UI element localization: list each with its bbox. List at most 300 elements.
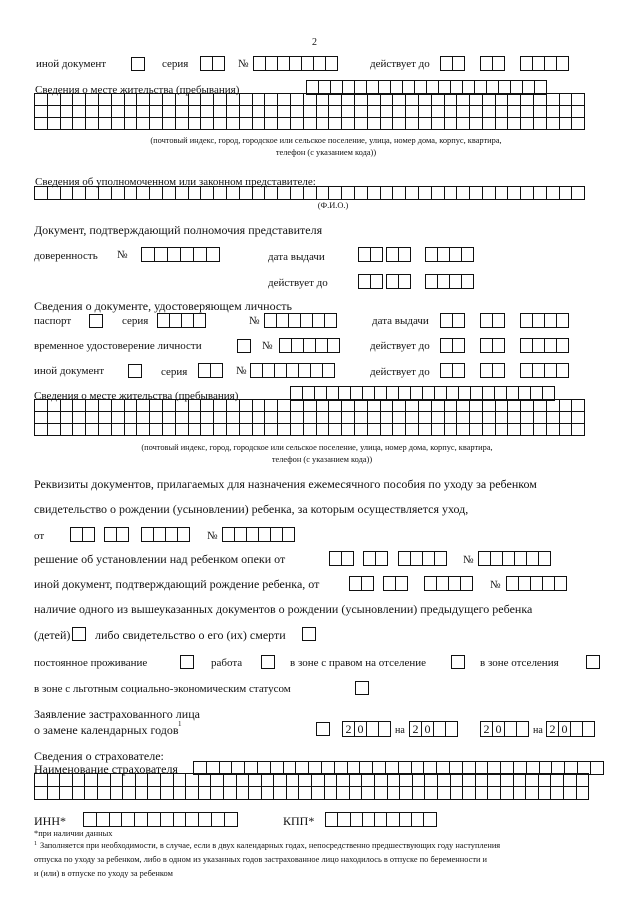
input-cell[interactable] [398,274,411,289]
grid-cell[interactable] [571,186,585,200]
input-cell[interactable] [452,338,465,353]
input-cell[interactable] [398,247,411,262]
grid-cell[interactable] [367,423,381,436]
grid-cell[interactable] [85,186,99,200]
grid-cell[interactable] [399,773,413,787]
input-cell[interactable]: 2 [480,721,493,737]
grid-cell[interactable] [444,423,458,436]
grid-cell[interactable] [475,773,489,787]
work-checkbox[interactable] [261,655,274,669]
grid-cell[interactable] [361,786,375,800]
grid-cell[interactable] [135,773,149,787]
insurer-name-grid[interactable] [34,773,588,799]
grid-cell[interactable] [349,773,363,787]
grid-cell[interactable] [546,423,560,436]
grid-cell[interactable] [576,786,590,800]
grid-cell[interactable] [252,186,266,200]
grid-cell[interactable] [239,186,253,200]
grid-cell[interactable] [456,423,470,436]
other-id-number-boxes[interactable] [250,363,334,378]
grid-cell[interactable] [173,773,187,787]
grid-cell[interactable] [223,786,237,800]
grid-cell[interactable] [387,786,401,800]
grid-cell[interactable] [34,773,48,787]
grid-cell[interactable] [546,117,560,130]
proxy-valid-day[interactable] [358,274,382,289]
input-cell[interactable] [460,576,473,591]
input-cell[interactable] [96,812,110,827]
birth-cert-day[interactable] [70,527,94,542]
grid-cell[interactable] [173,786,187,800]
input-cell[interactable] [180,247,194,262]
input-cell[interactable]: 2 [342,721,355,737]
grid-cell[interactable] [590,761,604,775]
grid-cell[interactable] [303,117,317,130]
inn-boxes[interactable] [83,812,237,827]
passport-number-boxes[interactable] [264,313,336,328]
birth-cert-number[interactable] [222,527,294,542]
grid-cell[interactable] [47,786,61,800]
grid-cell[interactable] [226,186,240,200]
input-cell[interactable] [361,576,374,591]
input-cell[interactable] [350,812,363,827]
input-cell[interactable] [516,721,529,737]
grid-cell[interactable] [525,773,539,787]
grid-cell[interactable] [59,773,73,787]
grid-cell[interactable] [34,186,48,200]
grid-cell[interactable] [290,117,304,130]
grid-cell[interactable] [487,773,501,787]
grid-cell[interactable] [482,186,496,200]
grid-cell[interactable] [475,786,489,800]
input-cell[interactable] [341,551,354,566]
grid-cell[interactable] [418,423,432,436]
grid-cell[interactable] [72,423,86,436]
grid-cell[interactable] [507,186,521,200]
input-cell[interactable] [556,313,569,328]
grid-cell[interactable] [160,773,174,787]
input-cell[interactable] [173,812,187,827]
grid-cell[interactable] [290,186,304,200]
grid-cell[interactable] [286,773,300,787]
grid-cell[interactable] [188,423,202,436]
input-cell[interactable] [492,338,505,353]
guardianship-year[interactable] [398,551,446,566]
input-cell[interactable] [556,56,569,71]
input-cell[interactable] [362,812,375,827]
input-cell[interactable] [461,274,474,289]
grid-cell[interactable] [412,786,426,800]
grid-cell[interactable] [500,786,514,800]
grid-cell[interactable] [303,186,317,200]
grid-cell[interactable] [290,423,304,436]
grid-cell[interactable] [341,186,355,200]
grid-cell[interactable] [98,117,112,130]
grid-cell[interactable] [264,423,278,436]
grid-cell[interactable] [239,117,253,130]
resettle-right-checkbox[interactable] [451,655,464,669]
grid-cell[interactable] [136,423,150,436]
grid-cell[interactable] [520,117,534,130]
grid-cell[interactable] [533,186,547,200]
grid-cell[interactable] [311,773,325,787]
grid-cell[interactable] [328,186,342,200]
grid-cell[interactable] [487,786,501,800]
grid-cell[interactable] [316,117,330,130]
statement-checkbox[interactable] [316,722,329,736]
grid-cell[interactable] [162,423,176,436]
birth-cert-year[interactable] [141,527,189,542]
input-cell[interactable] [185,812,199,827]
grid-cell[interactable] [124,423,138,436]
grid-cell[interactable] [277,423,291,436]
grid-cell[interactable] [124,117,138,130]
grid-cell[interactable] [431,186,445,200]
kpp-boxes[interactable] [325,812,436,827]
birth-cert-month[interactable] [104,527,128,542]
residence-grid[interactable] [306,80,546,94]
temp-id-valid-year[interactable] [520,338,568,353]
permanent-checkbox[interactable] [180,655,193,669]
input-cell[interactable] [445,721,458,737]
guardianship-month[interactable] [363,551,387,566]
grid-cell[interactable] [418,186,432,200]
input-cell[interactable] [325,812,338,827]
grid-cell[interactable] [273,786,287,800]
input-cell[interactable] [375,551,388,566]
input-cell[interactable] [452,313,465,328]
other-birth-month[interactable] [383,576,407,591]
grid-cell[interactable] [311,786,325,800]
input-cell[interactable] [224,812,238,827]
input-cell[interactable] [374,812,387,827]
grid-cell[interactable] [380,186,394,200]
input-cell[interactable] [193,313,206,328]
grid-cell[interactable] [525,786,539,800]
proxy-number-boxes[interactable] [141,247,219,262]
grid-cell[interactable] [98,423,112,436]
input-cell[interactable] [492,56,505,71]
grid-cell[interactable] [111,117,125,130]
passport-issue-month[interactable] [480,313,504,328]
passport-issue-year[interactable] [520,313,568,328]
guardianship-number[interactable] [478,551,550,566]
grid-cell[interactable] [303,423,317,436]
input-cell[interactable] [322,363,335,378]
proxy-issue-day[interactable] [358,247,382,262]
valid-month-boxes[interactable] [480,56,504,71]
temp-id-number-boxes[interactable] [279,338,339,353]
grid-cell[interactable] [424,773,438,787]
grid-cell[interactable] [60,423,74,436]
grid-cell[interactable] [200,186,214,200]
grid-cell[interactable] [462,773,476,787]
grid-cell[interactable] [349,786,363,800]
grid-cell[interactable] [213,117,227,130]
grid-cell[interactable] [239,423,253,436]
input-cell[interactable] [554,576,567,591]
input-cell[interactable] [154,247,168,262]
input-cell[interactable] [109,812,123,827]
grid-cell[interactable] [34,423,48,436]
proxy-issue-year[interactable] [425,247,473,262]
grid-cell[interactable] [286,786,300,800]
grid-cell[interactable] [210,773,224,787]
grid-cell[interactable] [110,773,124,787]
grid-cell[interactable] [571,423,585,436]
year-1-boxes[interactable] [342,721,390,737]
grid-cell[interactable] [456,117,470,130]
grid-cell[interactable] [341,423,355,436]
children-checkbox[interactable] [72,627,85,641]
proxy-valid-month[interactable] [386,274,410,289]
grid-cell[interactable] [72,773,86,787]
input-cell[interactable] [282,527,295,542]
grid-cell[interactable] [236,773,250,787]
grid-cell[interactable] [437,773,451,787]
grid-cell[interactable] [210,786,224,800]
grid-cell[interactable] [248,773,262,787]
grid-cell[interactable] [298,773,312,787]
grid-cell[interactable] [500,773,514,787]
input-cell[interactable] [167,247,181,262]
grid-cell[interactable] [135,786,149,800]
grid-cell[interactable] [248,786,262,800]
grid-cell[interactable] [328,117,342,130]
temp-id-checkbox[interactable] [237,339,250,353]
grid-cell[interactable] [405,117,419,130]
grid-cell[interactable] [185,773,199,787]
grid-cell[interactable] [122,773,136,787]
grid-cell[interactable] [97,786,111,800]
other-id-valid-day[interactable] [440,363,464,378]
grid-cell[interactable] [533,423,547,436]
input-cell[interactable] [337,812,350,827]
grid-cell[interactable] [223,773,237,787]
grid-cell[interactable] [122,786,136,800]
input-cell[interactable] [452,56,465,71]
grid-cell[interactable] [469,423,483,436]
grid-cell[interactable] [550,773,564,787]
grid-cell[interactable] [316,186,330,200]
grid-cell[interactable] [576,773,590,787]
number-boxes[interactable] [253,56,337,71]
input-cell[interactable] [177,527,190,542]
grid-cell[interactable] [361,773,375,787]
grid-cell[interactable] [380,423,394,436]
grid-cell[interactable] [431,117,445,130]
passport-series-boxes[interactable] [157,313,205,328]
grid-cell[interactable] [273,773,287,787]
grid-cell[interactable] [85,423,99,436]
other-id-series-boxes[interactable] [198,363,222,378]
input-cell[interactable]: 0 [558,721,571,737]
input-cell[interactable] [378,721,391,737]
grid-cell[interactable] [175,186,189,200]
grid-cell[interactable] [507,117,521,130]
grid-cell[interactable] [72,786,86,800]
grid-cell[interactable] [147,786,161,800]
grid-cell[interactable] [324,773,338,787]
input-cell[interactable] [82,527,95,542]
input-cell[interactable] [147,812,161,827]
grid-cell[interactable] [200,117,214,130]
grid-cell[interactable] [213,186,227,200]
grid-cell[interactable] [47,773,61,787]
grid-cell[interactable] [98,186,112,200]
grid-cell[interactable] [298,786,312,800]
grid-cell[interactable] [59,786,73,800]
grid-cell[interactable] [392,186,406,200]
grid-cell[interactable] [431,423,445,436]
grid-cell[interactable] [47,117,61,130]
grid-cell[interactable] [136,117,150,130]
input-cell[interactable] [198,812,212,827]
other-doc-checkbox[interactable] [131,57,144,71]
grid-cell[interactable] [559,423,573,436]
grid-cell[interactable] [200,423,214,436]
input-cell[interactable] [423,812,436,827]
residence2-grid[interactable] [290,386,554,400]
grid-cell[interactable] [444,117,458,130]
grid-cell[interactable] [324,786,338,800]
input-cell[interactable]: 0 [421,721,434,737]
grid-cell[interactable] [213,423,227,436]
grid-cell[interactable] [559,117,573,130]
grid-cell[interactable] [175,423,189,436]
grid-cell[interactable] [495,423,509,436]
grid-cell[interactable] [367,117,381,130]
grid-cell[interactable] [328,423,342,436]
input-cell[interactable] [324,313,337,328]
grid-cell[interactable] [264,117,278,130]
grid-cell[interactable] [34,786,48,800]
grid-cell[interactable] [456,186,470,200]
grid-cell[interactable] [533,117,547,130]
grid-cell[interactable] [563,773,577,787]
grid-cell[interactable] [136,186,150,200]
grid-cell[interactable] [252,117,266,130]
grid-cell[interactable] [110,786,124,800]
grid-cell[interactable] [124,186,138,200]
grid-cell[interactable] [513,773,527,787]
input-cell[interactable] [210,363,223,378]
grid-cell[interactable] [277,186,291,200]
input-cell[interactable] [121,812,135,827]
grid-cell[interactable] [60,117,74,130]
grid-cell[interactable] [72,117,86,130]
grid-cell[interactable] [226,117,240,130]
grid-cell[interactable] [175,117,189,130]
grid-cell[interactable] [367,186,381,200]
grid-cell[interactable] [354,186,368,200]
grid-cell[interactable] [354,423,368,436]
grid-cell[interactable] [341,117,355,130]
grid-cell[interactable] [546,186,560,200]
grid-cell[interactable] [424,786,438,800]
grid-cell[interactable] [563,786,577,800]
grid-cell[interactable] [188,186,202,200]
grid-cell[interactable] [495,117,509,130]
grid-cell[interactable] [336,786,350,800]
grid-cell[interactable] [84,773,98,787]
passport-issue-day[interactable] [440,313,464,328]
grid-cell[interactable] [412,773,426,787]
grid-cell[interactable] [316,423,330,436]
series-boxes[interactable] [200,56,224,71]
input-cell[interactable] [582,721,595,737]
input-cell[interactable] [556,363,569,378]
grid-cell[interactable] [261,786,275,800]
input-cell[interactable] [134,812,148,827]
grid-cell[interactable] [462,786,476,800]
input-cell[interactable] [538,551,551,566]
grid-cell[interactable] [520,423,534,436]
grid-cell[interactable] [507,423,521,436]
input-cell[interactable] [141,247,155,262]
input-cell[interactable]: 0 [354,721,367,737]
grid-cell[interactable] [236,786,250,800]
grid-cell[interactable] [111,186,125,200]
grid-cell[interactable] [85,117,99,130]
input-cell[interactable] [434,551,447,566]
year-2-boxes[interactable] [409,721,457,737]
grid-cell[interactable] [149,186,163,200]
grid-cell[interactable] [60,186,74,200]
grid-cell[interactable] [252,423,266,436]
year-3-boxes[interactable] [480,721,528,737]
input-cell[interactable] [325,56,338,71]
grid-cell[interactable] [392,117,406,130]
grid-cell[interactable] [72,186,86,200]
input-cell[interactable] [452,363,465,378]
grid-cell[interactable] [538,773,552,787]
input-cell[interactable] [193,247,207,262]
input-cell[interactable] [83,812,97,827]
input-cell[interactable] [206,247,220,262]
grid-cell[interactable] [387,773,401,787]
grid-cell[interactable] [261,773,275,787]
grid-cell[interactable] [469,186,483,200]
other-id-valid-year[interactable] [520,363,568,378]
grid-cell[interactable] [226,423,240,436]
grid-cell[interactable] [450,773,464,787]
input-cell[interactable] [395,576,408,591]
death-cert-checkbox[interactable] [302,627,315,641]
temp-id-valid-day[interactable] [440,338,464,353]
proxy-valid-year[interactable] [425,274,473,289]
grid-cell[interactable] [380,117,394,130]
grid-cell[interactable] [198,773,212,787]
grid-cell[interactable] [162,117,176,130]
valid-day-boxes[interactable] [440,56,464,71]
grid-cell[interactable] [482,117,496,130]
grid-cell[interactable] [34,117,48,130]
input-cell[interactable] [492,313,505,328]
grid-cell[interactable] [188,117,202,130]
grid-cell[interactable] [97,773,111,787]
input-cell[interactable] [370,274,383,289]
grid-cell[interactable] [482,423,496,436]
grid-cell[interactable] [399,786,413,800]
grid-cell[interactable] [160,786,174,800]
passport-checkbox[interactable] [89,314,102,328]
resettle-zone-checkbox[interactable] [586,655,599,669]
grid-cell[interactable] [405,423,419,436]
grid-cell[interactable] [198,786,212,800]
guardianship-day[interactable] [329,551,353,566]
grid-cell[interactable] [264,186,278,200]
